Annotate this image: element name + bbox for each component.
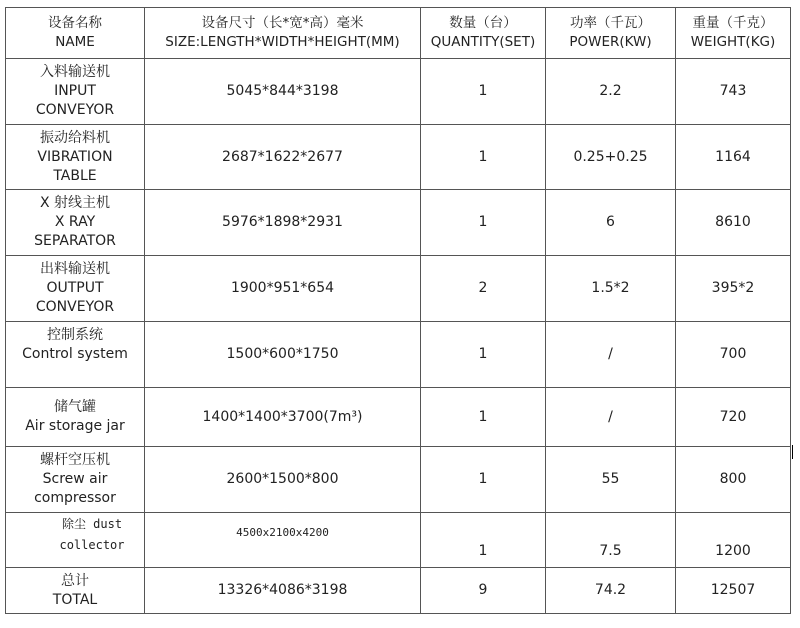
power-cell: 7.5: [546, 513, 676, 568]
quantity-cell: 1: [421, 59, 546, 125]
table-row: [6, 322, 791, 388]
name-line: 振动给料机: [40, 129, 110, 146]
power-cell: 2.2: [546, 59, 676, 125]
table-row: [6, 256, 791, 322]
equipment-name: [6, 190, 145, 256]
name-line: TOTAL: [52, 591, 98, 608]
table-row: [6, 190, 791, 256]
header-quantity: [421, 8, 546, 59]
name-line: 除尘 dust: [61, 517, 123, 531]
header-power-en: POWER(KW): [569, 34, 652, 50]
equipment-name: [6, 568, 145, 614]
weight-cell: 1164: [676, 125, 791, 190]
header-name: [6, 8, 145, 59]
name-line: TABLE: [53, 167, 97, 184]
name-line: X RAY: [54, 214, 96, 230]
header-size-zh: 设备尺寸（长*宽*高）毫米: [201, 15, 364, 31]
quantity-cell: 1: [421, 322, 546, 388]
name-line: 出料输送机: [40, 261, 110, 277]
size-cell: 13326*4086*3198: [145, 568, 421, 614]
weight-cell: 395*2: [676, 256, 791, 322]
name-line: VIBRATION: [37, 148, 113, 165]
header-qty-en: QUANTITY(SET): [430, 34, 536, 50]
table-row: [6, 388, 791, 447]
size-cell: 5045*844*3198: [145, 59, 421, 125]
quantity-cell: 1: [421, 388, 546, 447]
size-cell: 1900*951*654: [145, 256, 421, 322]
size-cell: 5976*1898*2931: [145, 190, 421, 256]
name-line: 总计: [61, 572, 89, 589]
equipment-name: [6, 513, 145, 568]
quantity-cell: 1: [421, 447, 546, 513]
size-cell: 4500x2100x4200: [236, 526, 329, 539]
weight-cell: 800: [676, 447, 791, 513]
weight-cell: 743: [676, 59, 791, 125]
size-cell: 1500*600*1750: [145, 322, 421, 388]
power-cell: 6: [546, 190, 676, 256]
name-line: 控制系统: [47, 327, 103, 343]
equipment-spec-table: [5, 7, 791, 614]
size-cell: 2600*1500*800: [145, 447, 421, 513]
name-line: SEPARATOR: [34, 233, 116, 249]
name-line: Screw air: [42, 471, 108, 487]
header-size: [145, 8, 421, 59]
equipment-name: [6, 125, 145, 190]
header-name-zh: 设备名称: [48, 15, 102, 31]
name-line: INPUT: [54, 83, 96, 99]
header-power-zh: 功率（千瓦）: [570, 15, 651, 31]
power-cell: 1.5*2: [546, 256, 676, 322]
power-cell: 0.25+0.25: [546, 125, 676, 190]
name-line: 螺杆空压机: [40, 452, 110, 468]
name-line: 入料输送机: [40, 64, 110, 80]
header-size-en: SIZE:LENGTH*WIDTH*HEIGHT(MM): [165, 34, 400, 50]
name-line: X 射线主机: [39, 195, 111, 211]
weight-cell: 720: [676, 388, 791, 447]
weight-cell: 700: [676, 322, 791, 388]
text-cursor: [792, 445, 793, 459]
quantity-cell: 9: [421, 568, 546, 614]
table-row: [6, 513, 791, 568]
equipment-name: [6, 256, 145, 322]
name-line: OUTPUT: [46, 280, 104, 296]
equipment-name: [6, 388, 145, 447]
quantity-cell: 1: [421, 125, 546, 190]
name-line: compressor: [34, 490, 116, 506]
name-line: 储气罐: [54, 399, 96, 415]
power-cell: 55: [546, 447, 676, 513]
table-header-row: [6, 8, 791, 59]
name-line: Control system: [22, 346, 128, 362]
table-row-total: [6, 568, 791, 614]
equipment-name: [6, 59, 145, 125]
header-weight-zh: 重量（千克）: [692, 15, 774, 31]
equipment-name: [6, 322, 145, 388]
size-cell: 1400*1400*3700(7m³): [145, 388, 421, 447]
equipment-name: [6, 447, 145, 513]
size-cell: 2687*1622*2677: [145, 125, 421, 190]
power-cell: /: [546, 322, 676, 388]
header-weight: [676, 8, 791, 59]
quantity-cell: 1: [421, 190, 546, 256]
table-row: [6, 125, 791, 190]
header-qty-zh: 数量（台）: [449, 15, 517, 31]
weight-cell: 1200: [676, 513, 791, 568]
name-line: CONVEYOR: [35, 102, 115, 118]
name-line: Air storage jar: [25, 418, 125, 434]
power-cell: /: [546, 388, 676, 447]
name-line: CONVEYOR: [35, 299, 115, 315]
name-line: collector: [59, 538, 125, 552]
table-row: [6, 59, 791, 125]
weight-cell: 8610: [676, 190, 791, 256]
header-name-en: NAME: [55, 34, 95, 50]
header-power: [546, 8, 676, 59]
table-row: [6, 447, 791, 513]
quantity-cell: 1: [421, 513, 546, 568]
weight-cell: 12507: [676, 568, 791, 614]
header-weight-en: WEIGHT(KG): [690, 34, 776, 50]
quantity-cell: 2: [421, 256, 546, 322]
power-cell: 74.2: [546, 568, 676, 614]
